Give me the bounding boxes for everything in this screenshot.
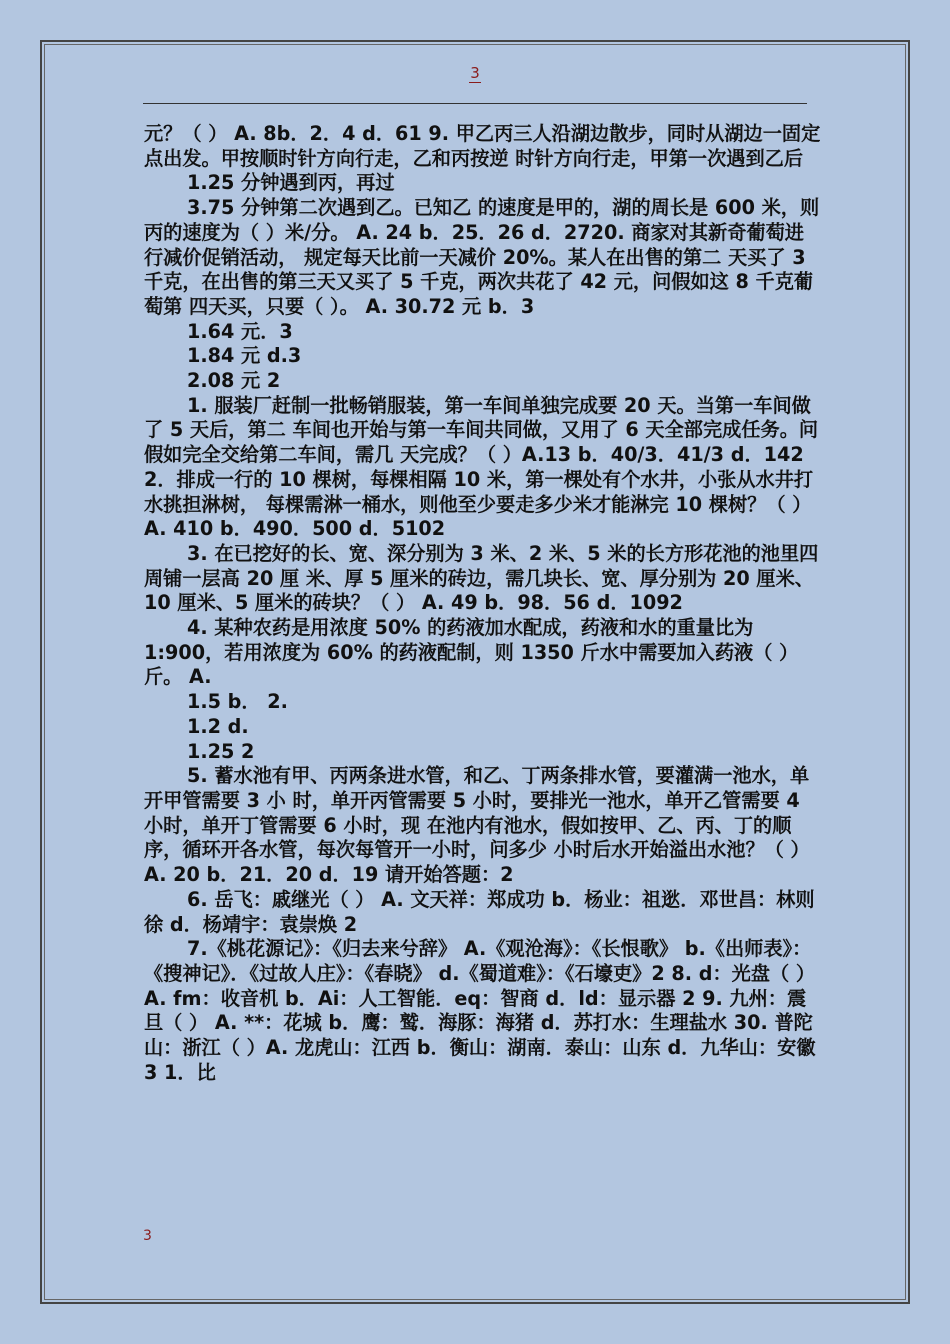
paragraph: 元？（ ） A. 8b．2．4 d．61 9. 甲乙丙三人沿湖边散步，同时从湖边一固定点出发。甲按顺时针方向行走，乙和丙按逆 时针方向行走，甲第一次遇到乙后: [144, 122, 821, 170]
paragraph: 4. 某种农药是用浓度 50% 的药液加水配成，药液和水的重量比为 1:900，若用浓度为 60% 的药液配制，则 1350 斤水中需要加入药液（ ）斤。 A.: [144, 616, 799, 689]
paragraph: 2.08 元 2: [187, 369, 281, 393]
paragraph: 1.84 元 d.3: [187, 344, 302, 368]
header-page-number: 3: [470, 64, 480, 82]
paragraph: 6. 岳飞：戚继光（ ） A. 文天祥：郑成功 b．杨业：祖逖．邓世昌：林则徐 d．杨靖宇：袁崇焕 2: [144, 887, 815, 936]
paragraph: 1. 服装厂赶制一批畅销服装，第一车间单独完成要 20 天。当第一车间做了 5 天后，第二 车间也开始与第一车间共同做，又用了 6 天全部完成任务。问假如完全交给第二车间，需几 天完成？（ ）A.13 b．40/3．41/3 d．142 2．排成一行的 10 棵树，每棵相隔 10 米，第一棵处有个水井，小张从水井打水挑担淋树， 每棵需淋一桶水，则他至少要走多少米才能淋完 10 棵树？（ ）A. 410 b．490．500 d．5102: [144, 393, 819, 541]
footer-page-number: 3: [143, 1228, 152, 1244]
paragraph: 1.25 分钟遇到丙，再过: [187, 171, 395, 195]
header-rule: [143, 103, 807, 104]
paragraph: 3.75 分钟第二次遇到乙。已知乙 的速度是甲的，湖的周长是 600 米，则丙的速度为（ ）米/分。 A. 24 b．25．26 d．2720. 商家对其新奇葡萄进行减价促销活动， 规定每天比前一天减价 20%。某人在出售的第二 天买了 3 千克，在出售的第三天又买了 5 千克，两次共花了 42 元，问假如这 8 千克葡萄第 四天买，只要（ ）。 A. 30.72 元 b．3: [144, 196, 820, 318]
paragraph: 1.25 2: [187, 739, 255, 763]
paragraph: 3. 在已挖好的长、宽、深分别为 3 米、2 米、5 米的长方形花池的池里四周铺一层高 20 厘 米、厚 5 厘米的砖边，需几块长、宽、厚分别为 20 厘米、10 厘米、5 厘米的砖块？（ ） A. 49 b．98．56 d．1092: [144, 541, 819, 615]
paragraph: 1.2 d.: [187, 714, 249, 738]
paragraph: 5. 蓄水池有甲、丙两条进水管，和乙、丁两条排水管，要灌满一池水，单开甲管需要 3 小 时，单开丙管需要 5 小时，要排光一池水，单开乙管需要 4 小时，单开丁管需要 6 小时，现 在池内有池水，假如按甲、乙、丙、丁的顺序，循环开各水管，每次每管开一小时，问多少 小时后水开始溢出水池？（ ） A. 20 b．21．20 d．19 请开始答题：2: [144, 764, 810, 887]
paragraph: 1.5 b． 2.: [187, 690, 288, 714]
paragraph: 1.64 元．3: [187, 319, 293, 343]
document-body: [144, 122, 822, 1085]
paragraph: 7.《桃花源记》：《归去来兮辞》 A.《观沧海》：《长恨歌》 b.《出师表》：《搜神记》．《过故人庄》：《春晓》 d.《蜀道难》：《石壕吏》2 8. d：光盘（ ） A. fm：收音机 b．Ai：人工智能．eq：智商 d．ld：显示器 2 9. 九州：震旦（ ） A. **：花城 b．鹰：鹫．海豚：海猪 d．苏打水：生理盐水 30. 普陀山：浙江（ ）A. 龙虎山：江西 b．衡山：湖南．泰山：山东 d．九华山：安徽 3 1．比: [144, 937, 816, 1084]
